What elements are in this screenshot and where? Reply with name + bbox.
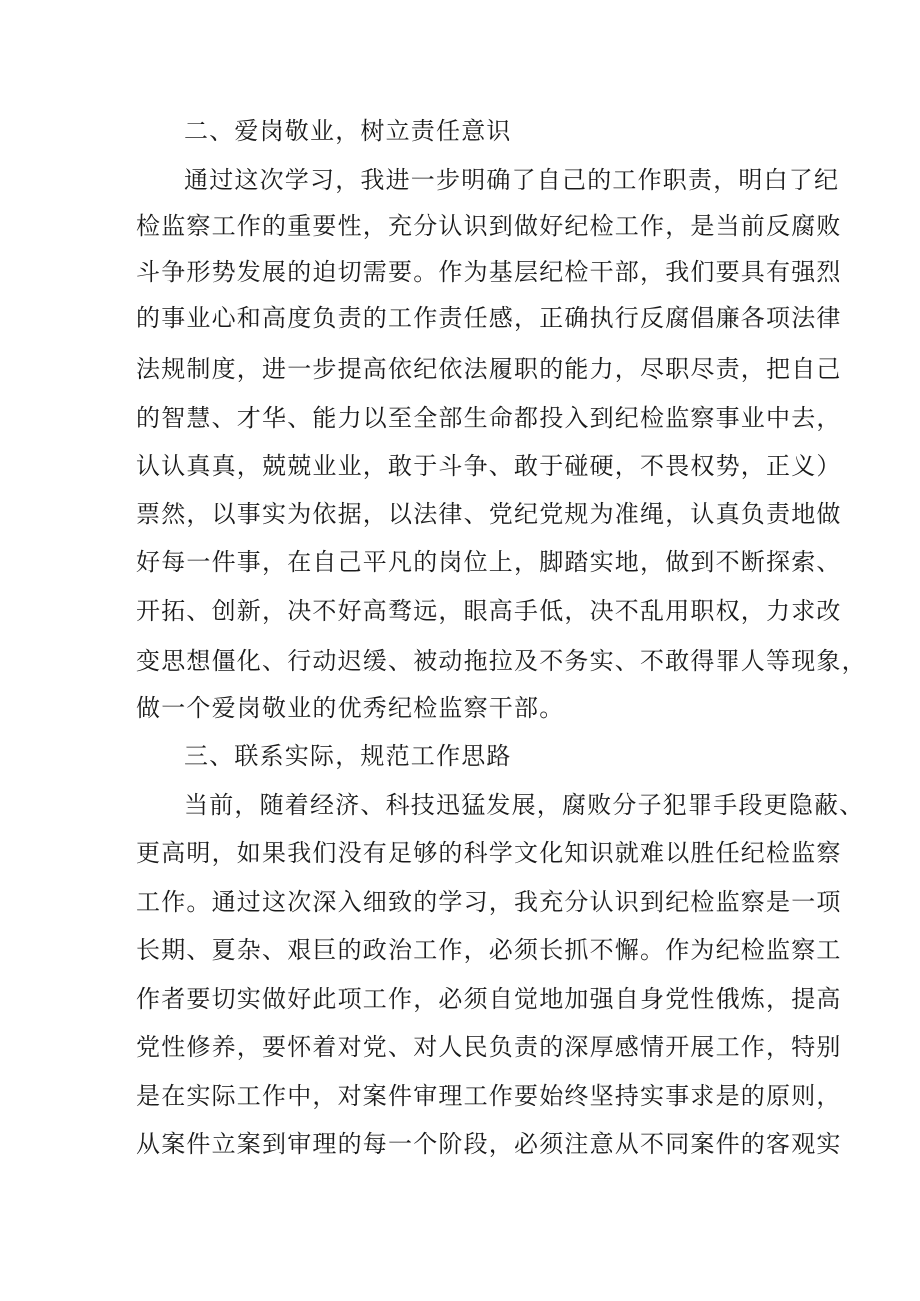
paragraph-line: 的智慧、才华、能力以至全部生命都投入到纪检监察事业中去， xyxy=(136,404,842,432)
paragraph-line: 长期、夏杂、艰巨的政治工作，必须长抓不懈。作为纪检监察工 xyxy=(136,936,842,964)
section-heading-3: 三、联系实际，规范工作思路 xyxy=(184,742,512,770)
paragraph-line: 工作。通过这次深入细致的学习，我充分认识到纪检监察是一项 xyxy=(136,888,842,916)
paragraph-line: 票然，以事实为依据，以法律、党纪党规为准绳，认真负责地做 xyxy=(136,500,842,528)
paragraph-line: 检监察工作的重要性，充分认识到做好纪检工作，是当前反腐败 xyxy=(136,212,842,240)
paragraph-line: 好每一件事，在自己平凡的岗位上，脚踏实地，做到不断探索、 xyxy=(136,548,842,576)
paragraph-line: 是在实际工作中，对案件审理工作要始终坚持实事求是的原则， xyxy=(136,1082,842,1110)
paragraph-line: 党性修养，要怀着对党、对人民负责的深厚感情开展工作，特别 xyxy=(136,1033,842,1061)
paragraph-line: 做一个爱岗敬业的优秀纪检监察干部。 xyxy=(136,694,565,722)
paragraph-line: 认认真真，兢兢业业，敢于斗争、敢于碰硬，不畏权势，正义） xyxy=(136,452,842,480)
paragraph-line: 变思想僵化、行动迟缓、被动拖拉及不务实、不敢得罪人等现象， xyxy=(136,647,867,675)
paragraph-line: 作者要切实做好此项工作，必须自觉地加强自身党性俄炼，提高 xyxy=(136,985,842,1013)
section-heading-2: 二、爱岗敬业，树立责任意识 xyxy=(184,117,512,145)
paragraph-line: 的事业心和高度负责的工作责任感，正确执行反腐倡廉各项法律 xyxy=(136,304,842,332)
paragraph-line: 通过这次学习，我进一步明确了自己的工作职责，明白了纪 xyxy=(184,166,840,194)
paragraph-line: 从案件立案到审理的每一个阶段，必须注意从不同案件的客观实 xyxy=(136,1130,842,1158)
paragraph-line: 斗争形势发展的迫切需要。作为基层纪检干部，我们要具有强烈 xyxy=(136,258,842,286)
paragraph-line: 法规制度，进一步提高依纪依法履职的能力，尽职尽责，把自己 xyxy=(136,355,842,383)
paragraph-line: 开拓、创新，决不好高骛远，眼高手低，决不乱用职权，力求改 xyxy=(136,597,842,625)
paragraph-line: 更高明，如果我们没有足够的科学文化知识就难以胜任纪检监察 xyxy=(136,839,842,867)
paragraph-line: 当前，随着经济、科技迅猛发展，腐败分子犯罪手段更隐蔽、 xyxy=(184,791,865,819)
